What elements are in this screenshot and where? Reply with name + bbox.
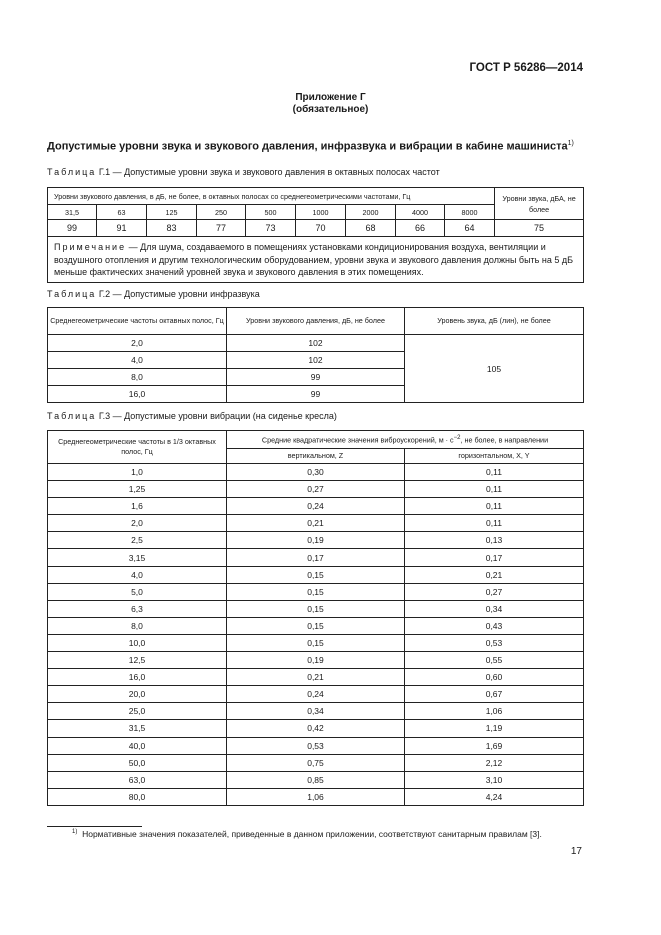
table3-vertical: 0,21 [227,669,405,686]
table3-horizontal: 0,21 [405,566,584,583]
table3-frequency: 1,0 [48,464,227,481]
table2-pressure: 102 [227,335,405,352]
table1-value-cell: 64 [445,220,495,237]
table3-frequency: 50,0 [48,754,227,771]
table3-frequency: 6,3 [48,600,227,617]
table-row [48,515,584,532]
table3-frequency: 80,0 [48,788,227,805]
table3-frequency: 20,0 [48,686,227,703]
table2-pressure: 99 [227,386,405,403]
table1-frequency-cell: 125 [147,205,197,220]
table-row [48,652,584,669]
table3-vertical: 0,15 [227,600,405,617]
table3-vertical: 0,85 [227,771,405,788]
table-row [48,617,584,634]
table1-caption-label: Таблица [47,167,97,177]
table-row [48,788,584,805]
table3-horizontal: 0,34 [405,600,584,617]
table-row [48,532,584,549]
table3-frequency: 63,0 [48,771,227,788]
table-row [48,464,584,481]
table2-header-frequency: Среднегеометрические частоты октавных полос, Гц [48,308,227,335]
table1-frequency-cell: 4000 [396,205,445,220]
table1-value-cell: 73 [246,220,296,237]
table3-horizontal: 0,13 [405,532,584,549]
table2-frequency: 4,0 [48,352,227,369]
table-row [48,686,584,703]
table-g3 [47,430,584,806]
table-row [48,481,584,498]
table3-vertical: 0,17 [227,549,405,566]
table2-header-pressure: Уровни звукового давления, дБ, не более [227,308,405,335]
table3-vertical: 0,15 [227,634,405,651]
table3-vertical: 0,24 [227,686,405,703]
table3-caption-text: Г.3 — Допустимые уровни вибрации (на сиденье кресла) [98,411,337,421]
table2-pressure: 102 [227,352,405,369]
table-row [48,703,584,720]
section-heading [47,140,574,153]
table3-vertical: 0,75 [227,754,405,771]
table3-header-values [227,431,584,449]
table3-vertical: 1,06 [227,788,405,805]
table1-value-cell: 91 [97,220,147,237]
table-g1 [47,187,584,283]
table3-vertical: 0,42 [227,720,405,737]
table2-header-sound-level: Уровень звука, дБ (лин), не более [405,308,584,335]
table3-vertical: 0,15 [227,583,405,600]
table3-frequency: 3,15 [48,549,227,566]
table3-horizontal: 0,55 [405,652,584,669]
table2-frequency: 16,0 [48,386,227,403]
table3-vertical: 0,53 [227,737,405,754]
table3-frequency: 4,0 [48,566,227,583]
table3-frequency: 8,0 [48,617,227,634]
table2-sound-level: 105 [405,335,584,403]
heading-footnote-ref: 1) [567,140,574,147]
table-row [48,754,584,771]
table3-horizontal: 0,67 [405,686,584,703]
table3-horizontal: 3,10 [405,771,584,788]
table-row [48,498,584,515]
table3-frequency: 40,0 [48,737,227,754]
table3-frequency: 12,5 [48,652,227,669]
table3-vertical: 0,21 [227,515,405,532]
table3-caption [47,411,337,421]
table3-vertical: 0,30 [227,464,405,481]
table1-frequency-cell: 63 [97,205,147,220]
table3-horizontal: 0,11 [405,498,584,515]
table2-caption-label: Таблица [47,289,97,299]
footnote-text: Нормативные значения показателей, приведенные в данном приложении, соответствуют санитарным правилам [3]. [82,829,542,839]
table1-frequency-cell: 31,5 [48,205,97,220]
table-row [48,583,584,600]
table1-frequency-cell: 8000 [445,205,495,220]
table1-frequency-cell: 2000 [346,205,396,220]
table-row [48,634,584,651]
table3-horizontal: 1,06 [405,703,584,720]
table3-horizontal: 0,60 [405,669,584,686]
heading-text: Допустимые уровни звука и звукового давления, инфразвука и вибрации в кабине машиниста [47,140,568,153]
table3-header-frequency: Среднегеометрические частоты в 1/3 октавных полос, Гц [48,431,227,464]
table3-horizontal: 0,11 [405,515,584,532]
table3-body [48,464,584,806]
table2-caption-text: Г.2 — Допустимые уровни инфразвука [98,289,260,299]
table3-horizontal: 0,11 [405,464,584,481]
table1-value-cell: 70 [296,220,346,237]
table1-value-cell: 99 [48,220,97,237]
table3-frequency: 10,0 [48,634,227,651]
table3-horizontal: 4,24 [405,788,584,805]
footnote-marker: 1) [72,829,78,836]
table1-level-value: 75 [495,220,584,237]
table1-value-cell: 83 [147,220,197,237]
table3-horizontal: 0,53 [405,634,584,651]
table3-horizontal: 2,12 [405,754,584,771]
table1-caption [47,167,440,177]
table3-caption-label: Таблица [47,411,97,421]
table3-horizontal: 0,43 [405,617,584,634]
table3-vertical: 0,24 [227,498,405,515]
table3-horizontal: 1,19 [405,720,584,737]
table1-frequency-cell: 1000 [296,205,346,220]
table-row [48,771,584,788]
table-g2 [47,307,584,403]
table3-header-horizontal: горизонтальном, X, Y [405,449,584,464]
footnote-divider [47,826,142,827]
table-row [48,600,584,617]
table3-horizontal: 0,17 [405,549,584,566]
header-values-exp: −2 [453,435,461,442]
table3-vertical: 0,15 [227,617,405,634]
table3-horizontal: 0,11 [405,481,584,498]
table1-header-level: Уровни звука, дБА, не более [495,188,584,220]
table3-frequency: 1,6 [48,498,227,515]
table3-frequency: 2,5 [48,532,227,549]
table3-frequency: 1,25 [48,481,227,498]
table1-value-row [48,220,584,237]
footnote [72,829,542,839]
header-values-post: , не более, в направлении [460,435,549,445]
table3-horizontal: 0,27 [405,583,584,600]
table3-frequency: 31,5 [48,720,227,737]
table1-value-cell: 68 [346,220,396,237]
table1-frequency-cell: 500 [246,205,296,220]
table1-caption-text: Г.1 — Допустимые уровни звука и звукового давления в октавных полосах частот [98,167,440,177]
table3-horizontal: 1,69 [405,737,584,754]
table3-vertical: 0,34 [227,703,405,720]
table1-note [48,237,584,283]
table1-value-cell: 77 [197,220,246,237]
table3-vertical: 0,27 [227,481,405,498]
table2-frequency: 8,0 [48,369,227,386]
table2-pressure: 99 [227,369,405,386]
table3-frequency: 5,0 [48,583,227,600]
table1-frequency-cell: 250 [197,205,246,220]
annex-subtitle: (обязательное) [292,104,369,115]
table-row [48,720,584,737]
table3-vertical: 0,19 [227,532,405,549]
table3-frequency: 16,0 [48,669,227,686]
table3-vertical: 0,15 [227,566,405,583]
document-code: ГОСТ Р 56286—2014 [469,62,583,74]
table-row [48,549,584,566]
table3-vertical: 0,19 [227,652,405,669]
note-label: Примечание [54,242,127,252]
table2-caption [47,289,260,299]
table-row [48,737,584,754]
table-row [48,335,584,352]
table-row [48,669,584,686]
table3-frequency: 25,0 [48,703,227,720]
page-number: 17 [570,846,582,857]
table-row [48,566,584,583]
note-text: — Для шума, создаваемого в помещениях установками кондиционирования воздуха, вентиляции и воздушного отопления и другим технологическим оборудованием, уровни звука и звукового давления должны быть на 5 дБ меньше фактических значений уровней звука и звукового давления в этих помещениях. [54,242,573,277]
table1-value-cell: 66 [396,220,445,237]
header-values-pre: Средние квадратические значения виброускорений, м · с [261,435,454,445]
table1-header-main: Уровни звукового давления, в дБ, не более, в октавных полосах со среднегеометрическими частотами, Гц [48,188,495,205]
annex-title: Приложение Г [295,92,366,103]
table3-header-vertical: вертикальном, Z [227,449,405,464]
table3-frequency: 2,0 [48,515,227,532]
table2-frequency: 2,0 [48,335,227,352]
